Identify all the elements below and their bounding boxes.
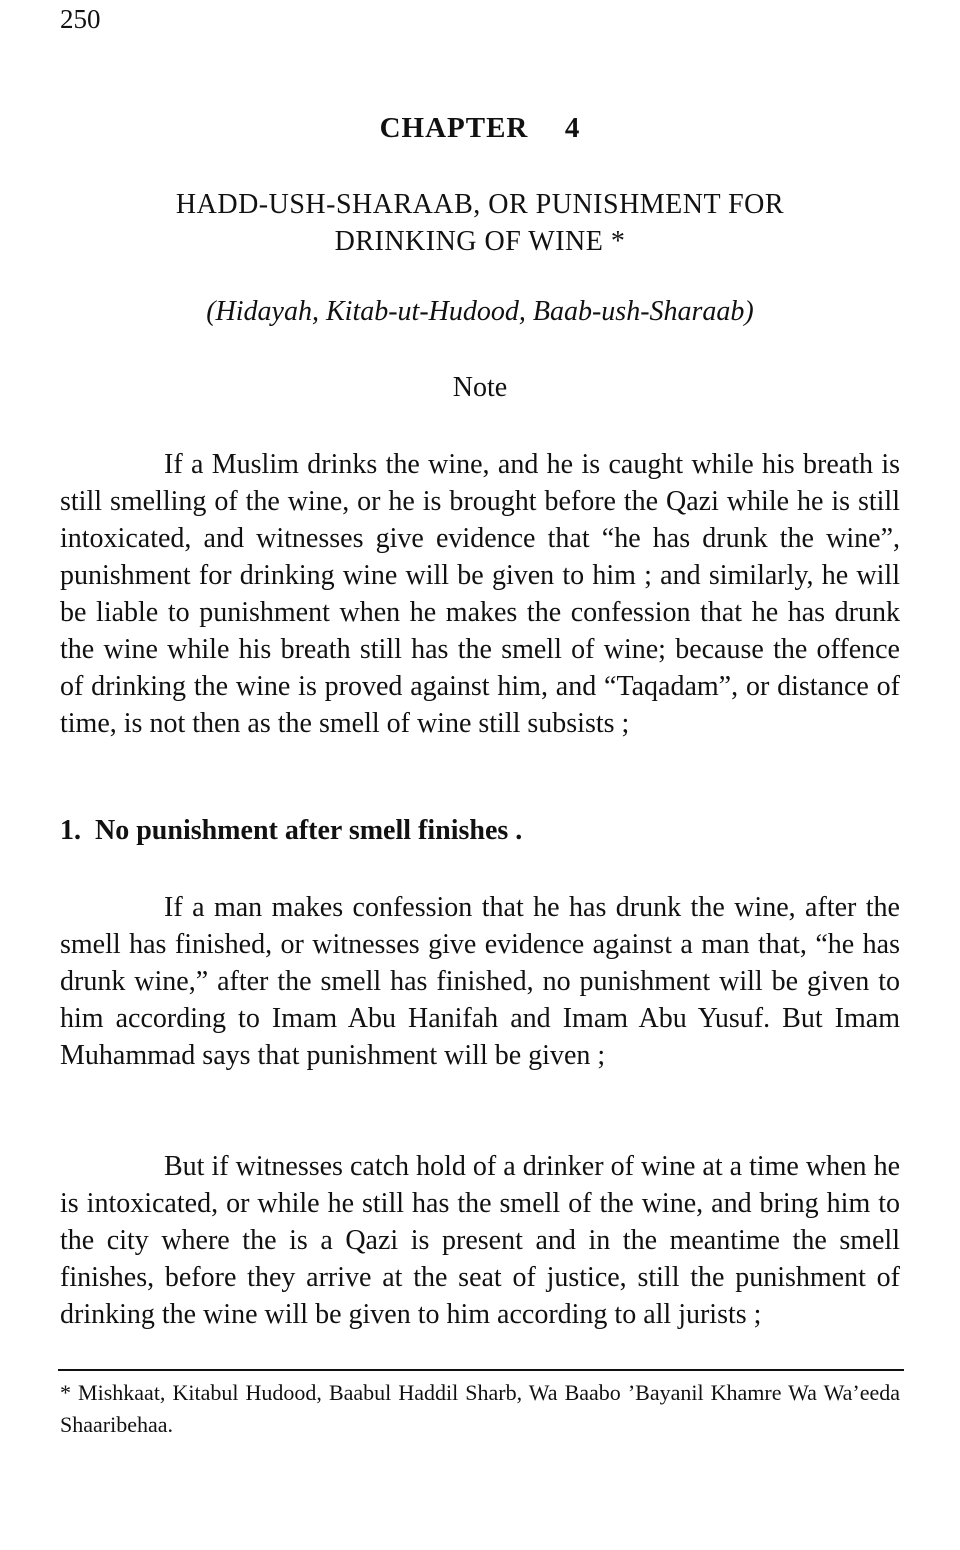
intro-paragraph: If a Muslim drinks the wine, and he is caught while his breath is still smelling of the wine, or he is brought before the Qazi while he is still intoxicated, and witnesses give evidence that “he has drunk the wine”, punishment for drinking wine will be given to him ; and similarly, he will be liable to punishment when he makes the confession that he has drunk the wine while his breath still has the smell of wine; because the offence of drinking the wine is proved against him, and “Taqadam”, or distance of time, is not then as the smell of wine still subsists ; bbox=[60, 449, 900, 739]
section-paragraph-1: If a man makes confession that he has drunk the wine, after the smell has finished, or witnesses give evidence against a man that, “he has drunk wine,” after the smell has finished, no punishment will be given to him according to Imam Abu Hanifah and Imam Abu Yusuf. But Imam Muhammad says that punishment will be given ; bbox=[60, 892, 900, 1071]
footnote: * Mishkaat, Kitabul Hudood, Baabul Haddil Sharb, Wa Baabo ’Bayanil Khamre Wa Wa’eeda Shaaribehaa. bbox=[60, 1380, 900, 1437]
chapter-heading bbox=[60, 186, 900, 260]
footnote-divider bbox=[58, 1369, 904, 1371]
chapter-title: CHAPTER 4 bbox=[379, 112, 581, 144]
source-reference: (Hidayah, Kitab-ut-Hudood, Baab-ush-Sharaab) bbox=[206, 296, 754, 327]
chapter-heading-line-1: HADD-USH-SHARAAB, OR PUNISHMENT FOR bbox=[175, 189, 785, 220]
chapter-heading-line-2: DRINKING OF WINE * bbox=[334, 226, 626, 257]
note-label: Note bbox=[452, 372, 508, 403]
page-number: 250 bbox=[60, 4, 101, 34]
section-paragraph-2: But if witnesses catch hold of a drinker of wine at a time when he is intoxicated, or while he still has the smell of the wine, and bring him to the city where the is a Qazi is present and in the meantime the smell finishes, before they arrive at the seat of justice, still the punishment of drinking the wine will be given to him according to all jurists ; bbox=[60, 1151, 900, 1330]
section-heading: 1. No punishment after smell finishes . bbox=[60, 815, 523, 846]
